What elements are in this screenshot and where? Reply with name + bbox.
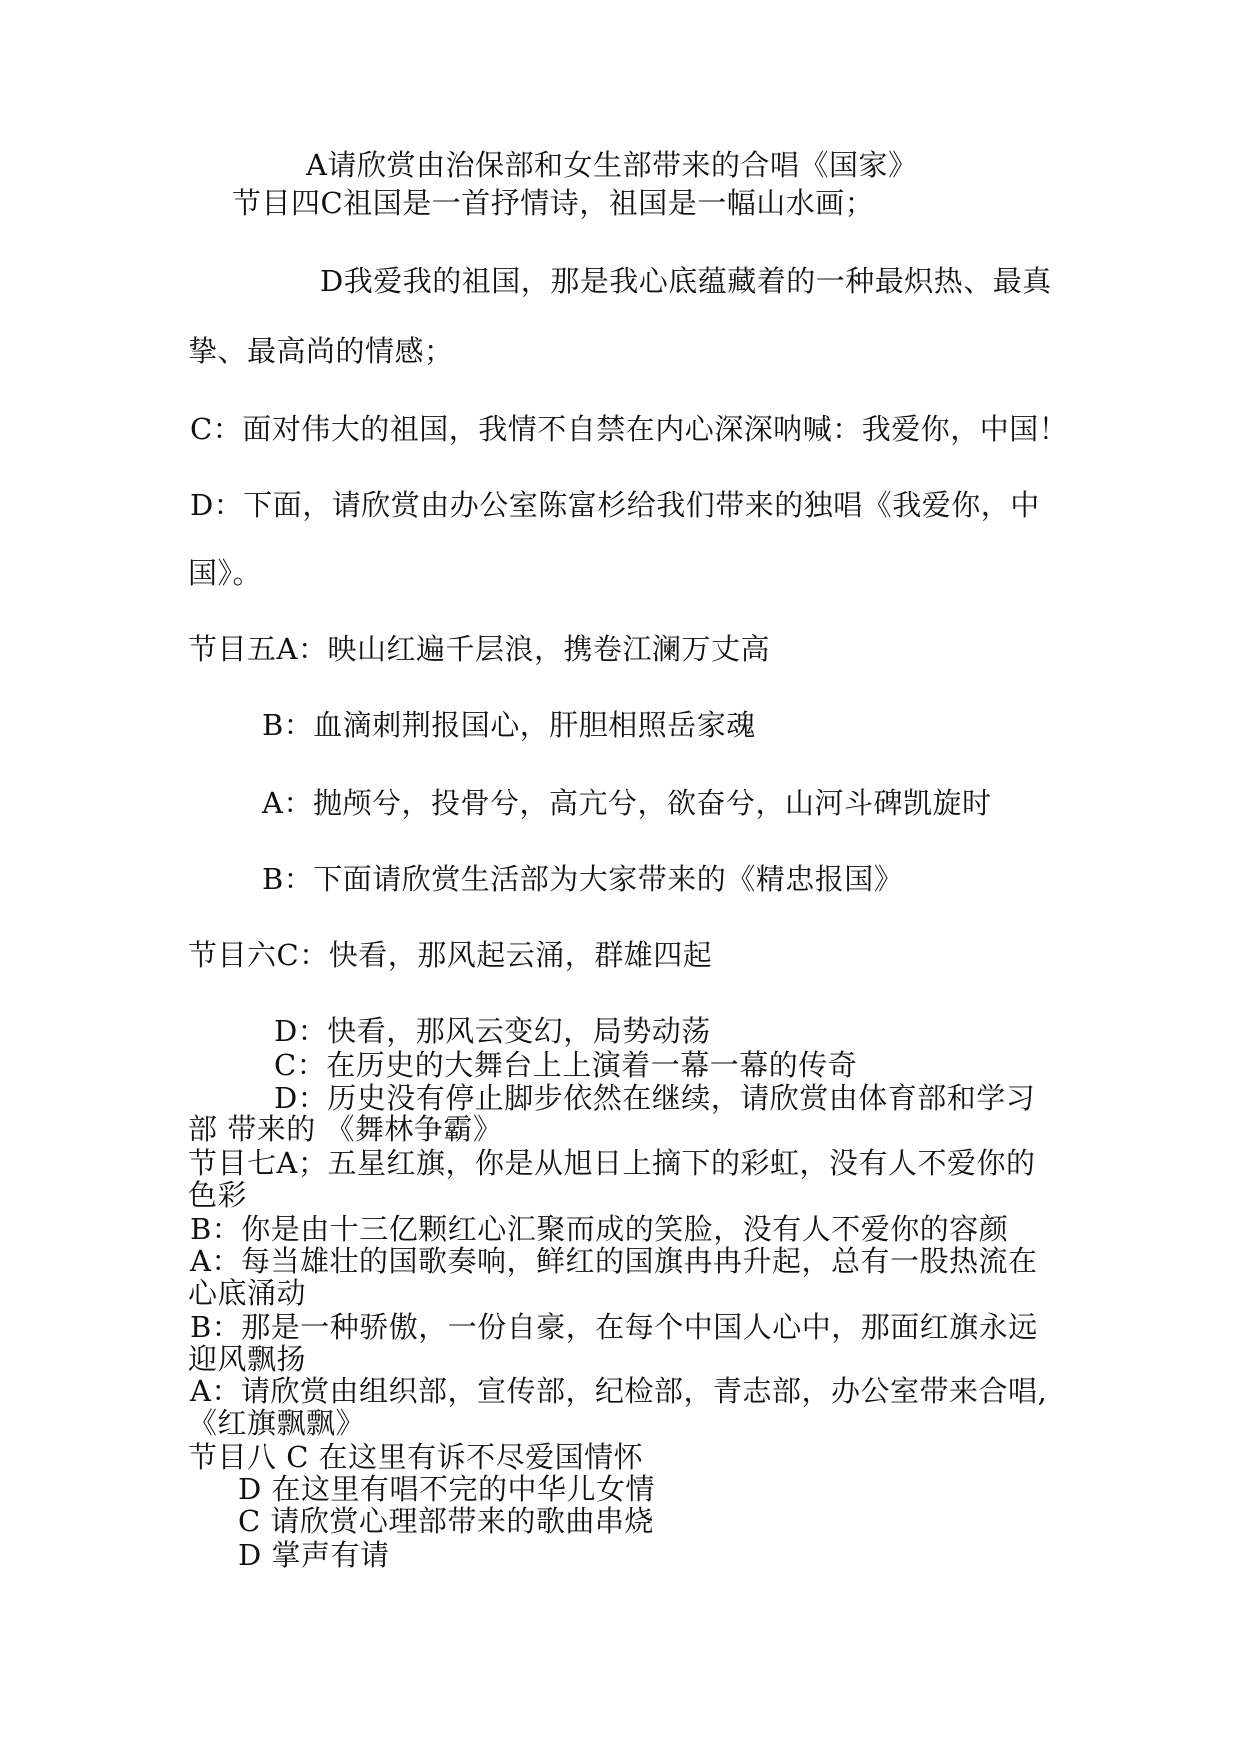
text-line: B：血滴刺荆报国心，肝胆相照岳家魂 [262, 708, 756, 742]
text-line: D：历史没有停止脚步依然在继续，请欣赏由体育部和学习 [274, 1081, 1036, 1115]
text-line: C：面对伟大的祖国，我情不自禁在内心深深呐喊：我爱你，中国！ [190, 412, 1069, 446]
text-line: 色彩 [188, 1178, 248, 1212]
text-line: 《红旗飘飘》 [188, 1406, 366, 1440]
text-line: 节目五A：映山红遍千层浪，携卷江澜万丈高 [188, 632, 770, 666]
text-line: D我爱我的祖国，那是我心底蕴藏着的一种最炽热、最真 [320, 264, 1052, 298]
text-line: 心底涌动 [188, 1276, 307, 1310]
text-line: A：请欣赏由组织部，宣传部，纪检部，青志部，办公室带来合唱, [190, 1374, 1048, 1408]
text-line: 节目八 C 在这里有诉不尽爱国情怀 [188, 1440, 644, 1474]
text-line: 挚、最高尚的情感； [188, 334, 454, 368]
text-line: B：下面请欣赏生活部为大家带来的《精忠报国》 [262, 862, 904, 896]
text-line: D 在这里有唱不完的中华儿女情 [238, 1472, 655, 1506]
text-line: 节目四C祖国是一首抒情诗，祖国是一幅山水画； [232, 186, 875, 220]
text-line: 国》。 [188, 556, 263, 590]
text-line: D：快看，那风云变幻，局势动荡 [274, 1014, 711, 1048]
text-line: D：下面，请欣赏由办公室陈富杉给我们带来的独唱《我爱你，中 [190, 488, 1040, 522]
text-line: C：在历史的大舞台上上演着一幕一幕的传奇 [274, 1048, 858, 1082]
text-line: 部 带来的 《舞林争霸》 [188, 1112, 503, 1146]
text-line: 节目六C：快看，那风起云涌，群雄四起 [188, 938, 713, 972]
text-line: 迎风飘扬 [188, 1342, 307, 1376]
text-line: B：你是由十三亿颗红心汇聚而成的笑脸，没有人不爱你的容颜 [190, 1212, 1009, 1246]
text-line: 节目七A；五星红旗，你是从旭日上摘下的彩虹，没有人不爱你的 [188, 1146, 1036, 1180]
text-line: D 掌声有请 [238, 1538, 390, 1572]
text-line: A：每当雄壮的国歌奏响，鲜红的国旗冉冉升起，总有一股热流在 [190, 1244, 1038, 1278]
text-line: A请欣赏由治保部和女生部带来的合唱《国家》 [306, 148, 918, 182]
text-line: C 请欣赏心理部带来的歌曲串烧 [238, 1504, 654, 1538]
text-line: B：那是一种骄傲，一份自豪，在每个中国人心中，那面红旗永远 [190, 1310, 1038, 1344]
text-line: A：抛颅兮，投骨兮，高亢兮，欲奋兮，山河斗碑凯旋时 [262, 786, 992, 820]
